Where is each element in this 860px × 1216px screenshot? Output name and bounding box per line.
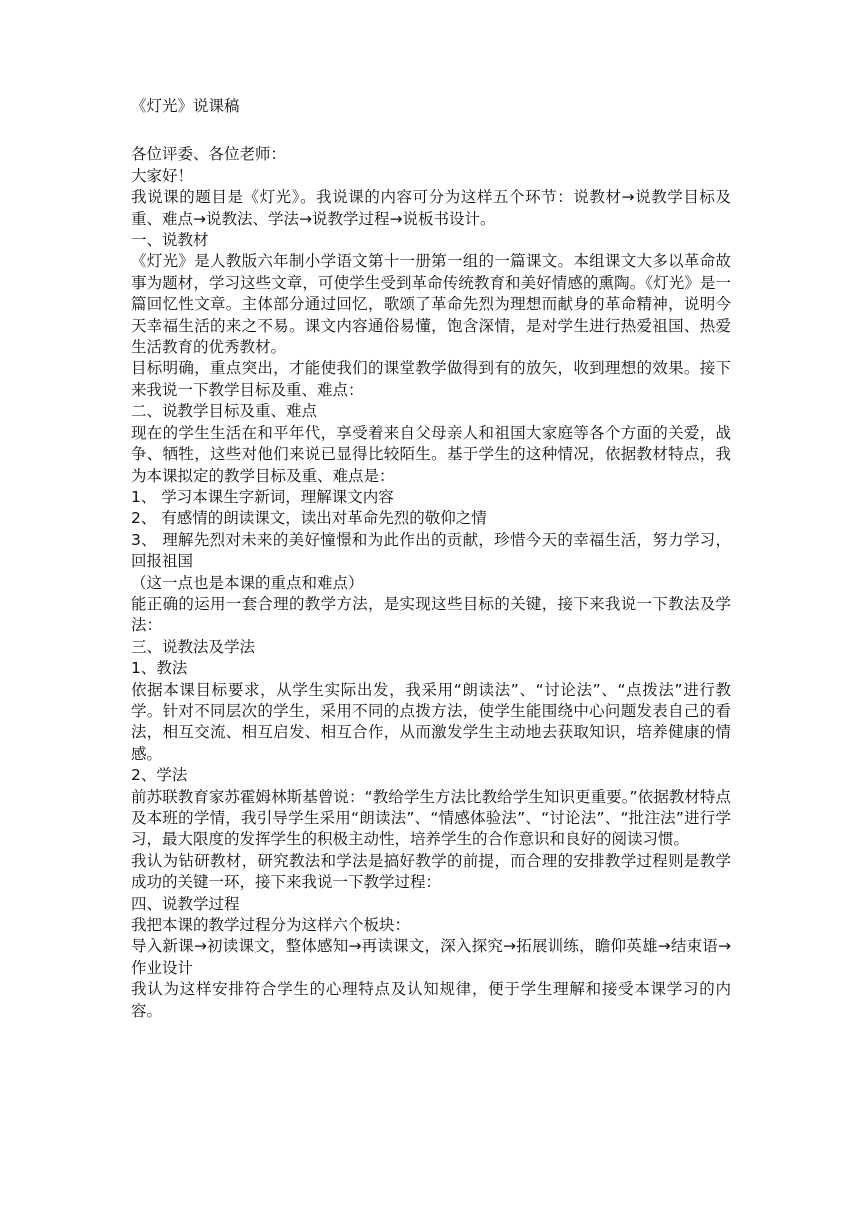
paragraph-hello: 大家好！ <box>131 166 194 185</box>
paragraph-learning-method: 前苏联教育家苏霍姆林斯基曾说：“教给学生方法比教给学生知识更重要。”依据教材特点及本班的学情，我引导学生采用“朗读法”、“情感体验法”、“讨论法”、“批注法”进行学习，最大限度的发挥学生的积极主动性，培养学生的合作意识和良好的阅读习惯。 <box>131 787 731 849</box>
paragraph-key-point-note: （这一点也是本课的重点和难点） <box>131 573 364 592</box>
paragraph-process-rationale: 我认为这样安排符合学生的心理特点及认知规律，便于学生理解和接受本课学习的内容。 <box>131 980 731 1020</box>
document-title: 《灯光》说课稿 <box>131 97 240 115</box>
document-page <box>131 96 731 1022</box>
paragraph-textbook: 《灯光》是人教版六年制小学语文第十一册第一组的一篇课文。本组课文大多以革命故事为题材，学习这些文章，可使学生受到革命传统教育和美好情感的熏陶。《灯光》是一篇回忆性文章。主体部分通过回忆，歌颂了革命先烈为理想而献身的革命精神，说明今天幸福生活的来之不易。课文内容通俗易懂，饱含深情，是对学生进行热爱祖国、热爱生活教育的优秀教材。 <box>131 252 731 357</box>
list-item-goal-1: 1、 学习本课生字新词，理解课文内容 <box>131 487 394 506</box>
paragraph-process-intro: 我把本课的教学过程分为这样六个板块： <box>131 916 411 935</box>
paragraph-method-transition: 能正确的运用一套合理的教学方法，是实现这些目标的关键，接下来我说一下教法及学法： <box>131 594 731 635</box>
subheading-learning-method: 2、学法 <box>131 766 188 785</box>
section-heading-textbook: 一、说教材 <box>131 231 209 250</box>
paragraph-greeting: 各位评委、各位老师： <box>131 145 287 164</box>
subheading-teaching-method: 1、教法 <box>131 659 188 678</box>
paragraph-goals: 现在的学生生活在和平年代，享受着来自父母亲人和祖国大家庭等各个方面的关爱，战争、牺牲，这些对他们来说已显得比较陌生。基于学生的这种情况，依据教材特点，我为本课拟定的教学目标及重、难点是： <box>131 423 731 485</box>
section-heading-goals: 二、说教学目标及重、难点 <box>131 402 318 421</box>
section-heading-process: 四、说教学过程 <box>131 894 240 913</box>
paragraph-process-transition: 我认为钻研教材，研究教法和学法是搞好教学的前提，而合理的安排教学过程则是教学成功的关键一环，接下来我说一下教学过程： <box>131 851 731 892</box>
paragraph-process-steps: 导入新课→初读课文，整体感知→再读课文，深入探究→拓展训练，瞻仰英雄→结束语→作业设计 <box>131 937 731 977</box>
section-heading-methods: 三、说教法及学法 <box>131 637 256 656</box>
list-item-goal-3: 3、 理解先烈对未来的美好憧憬和为此作出的贡献，珍惜今天的幸福生活，努力学习，回报祖国 <box>131 530 731 571</box>
paragraph-teaching-method: 依据本课目标要求，从学生实际出发，我采用“朗读法”、“讨论法”、“点拨法”进行教学。针对不同层次的学生，采用不同的点拨方法，使学生能围绕中心问题发表自己的看法，相互交流、相互启发、相互合作，从而激发学生主动地去获取知识，培养健康的情感。 <box>131 680 731 763</box>
paragraph-intro: 我说课的题目是《灯光》。我说课的内容可分为这样五个环节：说教材→说教学目标及重、难点→说教法、学法→说教学过程→说板书设计。 <box>131 188 731 228</box>
list-item-goal-2: 2、 有感情的朗读课文，读出对革命先烈的敬仰之情 <box>131 509 487 528</box>
paragraph-goal-transition: 目标明确，重点突出，才能使我们的课堂教学做得到有的放矢，收到理想的效果。接下来我说一下教学目标及重、难点： <box>131 359 731 399</box>
